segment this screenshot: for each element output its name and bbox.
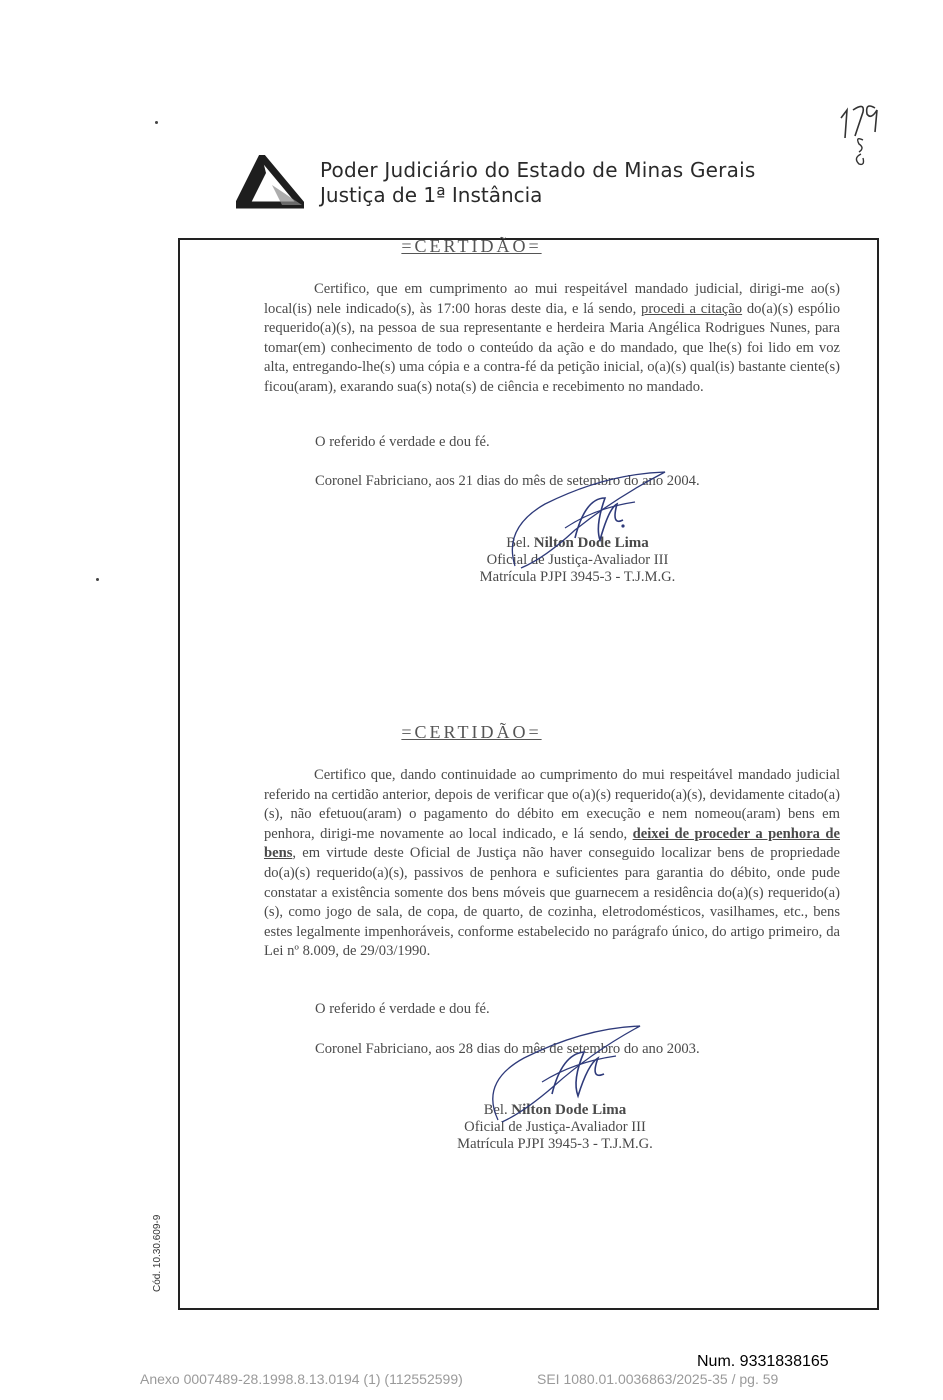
form-code: Cód. 10.30.609-9 [152,1214,163,1292]
attestation: O referido é verdade e dou fé. [315,1001,490,1017]
judiciary-logo-icon [236,155,304,213]
signer-name: Nilton Dode Lima [511,1102,627,1118]
signer-registration: Matrícula PJPI 3945-3 - T.J.M.G. [457,1136,653,1152]
court-instance: Justiça de 1ª Instância [320,183,543,207]
certificate-title: =CERTIDÃO= [401,722,542,742]
signer-name: Nilton Dode Lima [533,535,649,551]
document-number: Num. 9331838165 [697,1353,829,1370]
annex-reference: Anexo 0007489-28.1998.8.13.0194 (1) (112552599) [140,1371,463,1387]
signer-registration: Matrícula PJPI 3945-3 - T.J.M.G. [479,569,676,585]
scan-speck [96,578,99,581]
emphasis-no-seizure: deixei de proceder a penhora de bens [264,825,840,862]
date-line: Coronel Fabriciano, aos 28 dias do mês de setembro do ano 2003. [315,1041,700,1057]
certificate-body: Certifico, que em cumprimento ao mui respeitável mandado judicial, dirigi-me ao(s) local(is) nele indicado(s), às 17:00 horas deste dia, e lá sendo, procedi a citação do(a)(s) espólio requerido(a)(s), na pessoa de sua representante e herdeira Maria Angélica Rodrigues Nunes, para tomar(em) conhecimento de todo o conteúdo da ação e do mandado, que lhe(s) foi lido em voz alta, entregando-lhe(s) uma cópia e a contra-fé da petição inicial, o(a)(s) qual(is) bastante ciente(s) ficou(aram), exarando sua(s) nota(s) de ciência e recebimento no mandado. [264,281,840,395]
handwritten-page-number [835,96,883,168]
scan-speck [155,121,158,124]
signature-block: Bel. Nilton Dode Lima Oficial de Justiça-Avaliador III Matrícula PJPI 3945-3 - T.J.M.G. [420,1102,690,1153]
attestation: O referido é verdade e dou fé. [315,434,490,450]
signer-role: Oficial de Justiça-Avaliador III [486,552,669,568]
signer-role: Oficial de Justiça-Avaliador III [464,1119,646,1135]
emphasis-citation: procedi a citação [641,300,743,317]
sei-reference: SEI 1080.01.0036863/2025-35 / pg. 59 [537,1371,779,1387]
signature-block: Bel. Nilton Dode Lima Oficial de Justiça-Avaliador III Matrícula PJPI 3945-3 - T.J.M.G. [440,535,715,586]
date-line: Coronel Fabriciano, aos 21 dias do mês de setembro do ano 2004. [315,473,700,489]
certificate-title: =CERTIDÃO= [401,236,542,256]
certificate-body: Certifico que, dando continuidade ao cumprimento do mui respeitável mandado judicial referido na certidão anterior, depois de verificar que o(a)(s) requerido(a)(s), devidamente citado(a)(s), não efetuou(aram) o pagamento do débito em execução e nem nomeou(aram) bens em penhora, dirigi-me novamente ao local indicado, e lá sendo, deixei de proceder a penhora de bens, em virtude deste Oficial de Justiça não haver conseguido localizar bens de propriedade do(a)(s) requerido(a)(s), passivos de penhora e suficientes para garantia do débito, onde pude constatar a existência somente dos bens móveis que guarnecem a residência do(a)(s) requerido(a)(s), como jogo de sala, de copa, de quarto, de cozinha, eletrodomésticos, vasilhames, etc., bens estes legalmente impenhoráveis, conforme estabelecido no parágrafo único, do artigo primeiro, da Lei nº 8.009, de 29/03/1990. [264,767,840,960]
court-name: Poder Judiciário do Estado de Minas Gerais [320,158,756,182]
